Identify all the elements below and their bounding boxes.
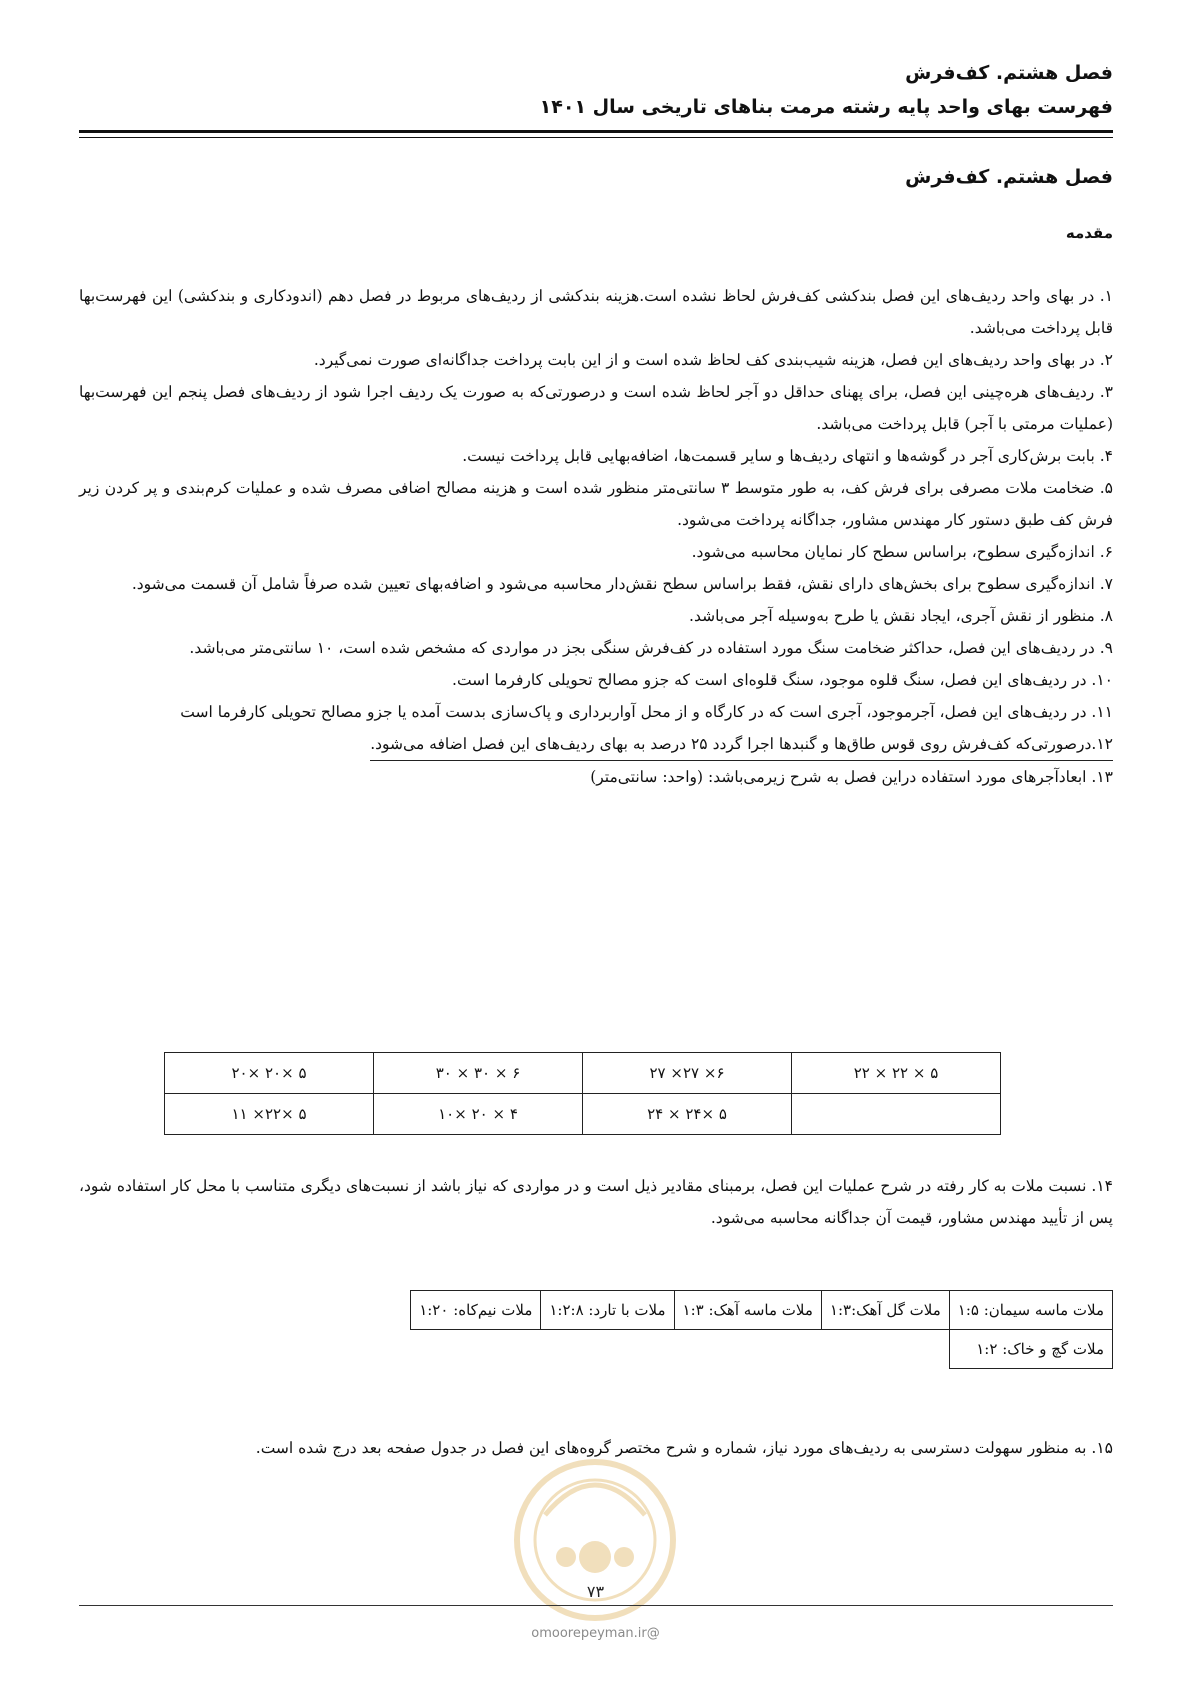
page-header xyxy=(79,56,1113,124)
table-row xyxy=(165,1053,1001,1094)
paragraph-1: ۱. در بهای واحد ردیف‌های این فصل بندکشی کف‌فرش لحاظ نشده است.هزینه بندکشی از ردیف‌های مربوط در فصل دهم (اندودکاری و بندکشی) این فهرست‌بها قابل پرداخت می‌باشد. xyxy=(79,287,1113,337)
table-row xyxy=(411,1330,1113,1369)
header-chapter: فصل هشتم. کف‌فرش xyxy=(905,62,1113,84)
mortar-ratio-table xyxy=(410,1290,1113,1369)
table-cell: ملات با تارد: ۱:۲:۸ xyxy=(541,1291,674,1330)
paragraph-7: ۷. اندازه‌گیری سطوح برای بخش‌های دارای نقش، فقط براساس سطح نقش‌دار محاسبه می‌شود و اضافه‌بهای تعیین شده صرفاً شامل آن قسمت می‌شود. xyxy=(131,575,1113,593)
table-cell-empty xyxy=(541,1330,674,1369)
header-rule-thin xyxy=(79,137,1113,138)
paragraph-13: ۱۳. ابعادآجرهای مورد استفاده دراین فصل به شرح زیرمی‌باشد: (واحد: سانتی‌متر) xyxy=(590,768,1113,786)
paragraph-14-container xyxy=(79,1170,1113,1234)
table-cell: ملات نیم‌کاه: ۱:۲۰ xyxy=(411,1291,541,1330)
paragraph-9: ۹. در ردیف‌های این فصل، حداکثر ضخامت سنگ مورد استفاده در کف‌فرش سنگی بجز در مواردی که مشخص شده است، ۱۰ سانتی‌متر می‌باشد. xyxy=(189,639,1113,657)
table-row xyxy=(165,1094,1001,1135)
brick-dimensions-table xyxy=(164,1052,1001,1135)
table-row xyxy=(411,1291,1113,1330)
paragraph-14: ۱۴. نسبت ملات به کار رفته در شرح عملیات این فصل، برمبنای مقادیر ذیل است و در مواردی که نیاز باشد از نسبت‌های دیگری متناسب با محل کار استفاده شود، پس از تأیید مهندس مشاور، قیمت آن جداگانه محاسبه می‌شود. xyxy=(79,1177,1113,1227)
header-list-title: فهرست بهای واحد پایه رشته مرمت بناهای تاریخی سال ۱۴۰۱ xyxy=(539,96,1113,118)
paragraph-5: ۵. ضخامت ملات مصرفی برای فرش کف، به طور متوسط ۳ سانتی‌متر منظور شده است و هزینه مصالح اضافی مصرف شده و عملیات کرم‌بندی و پر کردن زیر فرش کف طبق دستور کار مهندس مشاور، جداگانه پرداخت می‌شود. xyxy=(79,479,1113,529)
table-cell: ۵ ×۲۲× ۱۱ xyxy=(165,1094,374,1135)
table-cell-empty xyxy=(674,1330,821,1369)
table-cell: ۵ ×۲۰ ×۲۰ xyxy=(165,1053,374,1094)
paragraph-6: ۶. اندازه‌گیری سطوح، براساس سطح کار نمایان محاسبه می‌شود. xyxy=(691,543,1113,561)
table-cell: ۵ × ۲۲ × ۲۲ xyxy=(792,1053,1001,1094)
paragraph-11: ۱۱. در ردیف‌های این فصل، آجرموجود، آجری است که در کارگاه و از محل آوار‌برداری و پاک‌سازی بدست آمده یا جزو مصالح تحویلی کارفرما است xyxy=(180,703,1113,721)
table-cell: ملات گل آهک:۱:۳ xyxy=(821,1291,949,1330)
paragraph-10: ۱۰. در ردیف‌های این فصل، سنگ قلوه موجود، سنگ قلوه‌ای است که جزو مصالح تحویلی کارفرما است. xyxy=(452,671,1113,689)
table-cell: ۴ × ۲۰ ×۱۰ xyxy=(374,1094,583,1135)
table-cell-empty xyxy=(821,1330,949,1369)
paragraph-3: ۳. ردیف‌های هره‌چینی این فصل، برای پهنای حداقل دو آجر لحاظ شده است و درصورتی‌که به صورت یک ردیف اجرا شود از ردیف‌های فصل پنجم این فهرست‌بها (عملیات مرمتی با آجر) قابل پرداخت می‌باشد. xyxy=(79,383,1113,433)
table-cell: ۵ ×۲۴ × ۲۴ xyxy=(583,1094,792,1135)
table-cell: ۶ × ۳۰ × ۳۰ xyxy=(374,1053,583,1094)
paragraph-2: ۲. در بهای واحد ردیف‌های این فصل، هزینه شیب‌بندی کف لحاظ شده است و از این بابت پرداخت جداگانه‌ای صورت نمی‌گیرد. xyxy=(313,351,1113,369)
chapter-title: فصل هشتم. کف‌فرش xyxy=(905,166,1113,188)
intro-content xyxy=(79,280,1113,793)
paragraph-15: ۱۵. به منظور سهولت دسترسی به ردیف‌های مورد نیاز، شماره و شرح مختصر گروه‌های این فصل در جدول صفحه بعد درج شده است. xyxy=(255,1439,1113,1457)
footer-rule xyxy=(79,1605,1113,1606)
page-number: ۷۳ xyxy=(586,1582,605,1601)
table-cell: ملات ماسه سیمان: ۱:۵ xyxy=(949,1291,1112,1330)
paragraph-12: ۱۲.درصورتی‌که کف‌فرش روی قوس طاق‌ها و گنبدها اجرا گردد ۲۵ درصد به بهای ردیف‌های این فصل اضافه می‌شود. xyxy=(370,728,1113,761)
intro-title: مقدمه xyxy=(1065,224,1113,242)
table-cell xyxy=(792,1094,1001,1135)
table-cell: ۶× ۲۷× ۲۷ xyxy=(583,1053,792,1094)
paragraph-4: ۴. بابت برش‌کاری آجر در گوشه‌ها و انتهای ردیف‌ها و سایر قسمت‌ها، اضافه‌بهایی قابل پرداخت نیست. xyxy=(462,447,1113,465)
table-cell: ملات ماسه آهک: ۱:۳ xyxy=(674,1291,821,1330)
table-cell: ملات گچ و خاک: ۱:۲ xyxy=(949,1330,1112,1369)
header-rule-thick xyxy=(79,130,1113,133)
paragraph-8: ۸. منظور از نقش آجری، ایجاد نقش یا طرح به‌وسیله آجر می‌باشد. xyxy=(689,607,1113,625)
table-cell-empty xyxy=(411,1330,541,1369)
footer-site: @omoorepeyman.ir xyxy=(531,1626,660,1641)
